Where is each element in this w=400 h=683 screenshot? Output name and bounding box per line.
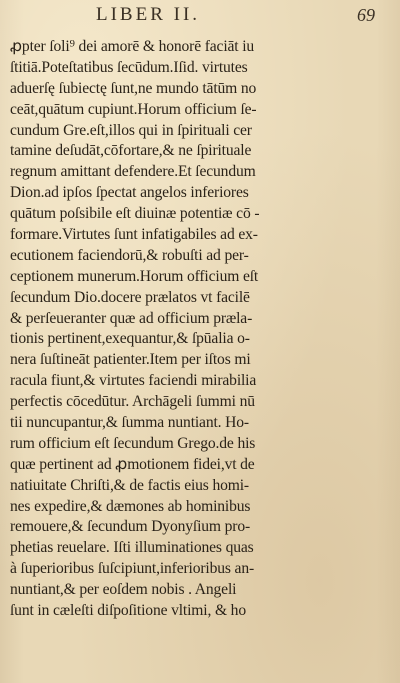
text-line: tii nuncupantur,& ſumma nuntiant. Ho- [10,414,249,432]
text-line: quæ pertinent ad ꝓmotionem fidei,vt de [10,455,255,473]
running-title: LIBER II. [96,4,201,25]
body-text [10,37,396,622]
text-line: phetias reuelare. Iſti illuminationes quas [10,539,254,557]
text-line: rum officium eſt ſecundum Grego.de his [10,434,256,452]
text-line: racula fiunt,& virtutes faciendi mirabilia [10,372,257,390]
text-line: ſunt in cæleſti diſpoſitione vltimi, & ho [10,602,246,620]
page-number: 69 [357,5,375,25]
text-line: quātum poſsibile eſt diuinæ potentiæ cō - [10,205,260,223]
text-line: ꝓpter ſoli⁹ dei amorē & honorē faciāt iu [10,38,255,55]
text-line: regnum amittant defendere.Et ſecundum [10,163,256,181]
text-line: ſtitiā.Poteſtatibus ſecūdum.Iſid. virtutes [10,58,248,76]
text-line: formare.Virtutes ſunt infatigabiles ad ex- [10,226,258,244]
text-line: à ſuperioribus ſuſcipiunt,inferioribus an- [10,560,255,578]
text-line: remouere,& ſecundum Dyonyſium pro- [10,518,251,536]
text-line: ecutionem faciendorū,& robuſti ad per- [10,246,249,264]
text-line: tamine deſudāt,cōfortare,& ne ſpirituale [10,142,252,160]
running-head [0,4,400,28]
text-line: nera ſuſtineāt patienter.Item per iſtos mi [10,351,251,369]
text-line: Dion.ad ipſos ſpectat angelos inferiores [10,184,249,202]
text-line: nes expedire,& dæmones ab hominibus [10,497,251,515]
text-line: tionis pertinent,exequantur,& ſpūalia o- [10,330,250,348]
text-line: natiuitate Chriſti,& de factis eius homi- [10,476,249,494]
text-line: perfectis cōcedūtur. Archāgeli ſummi nū [10,393,255,411]
text-line: nuntiant,& per eoſdem nobis . Angeli [10,581,237,599]
bottom-margin [0,622,400,683]
text-line: & perſeueranter quæ ad officium præla- [10,309,253,327]
text-line: ceptionem munerum.Horum officium eſt [10,267,259,285]
text-line: ceāt,quātum cupiunt.Horum officium ſe- [10,100,257,118]
text-line: ſecundum Dio.docere prælatos vt facilē [10,288,250,306]
text-line: cundum Gre.eſt,illos qui in ſpirituali cer [10,121,252,139]
text-line: aduerſę ſubiectę ſunt,ne mundo tātūm no [10,79,257,97]
